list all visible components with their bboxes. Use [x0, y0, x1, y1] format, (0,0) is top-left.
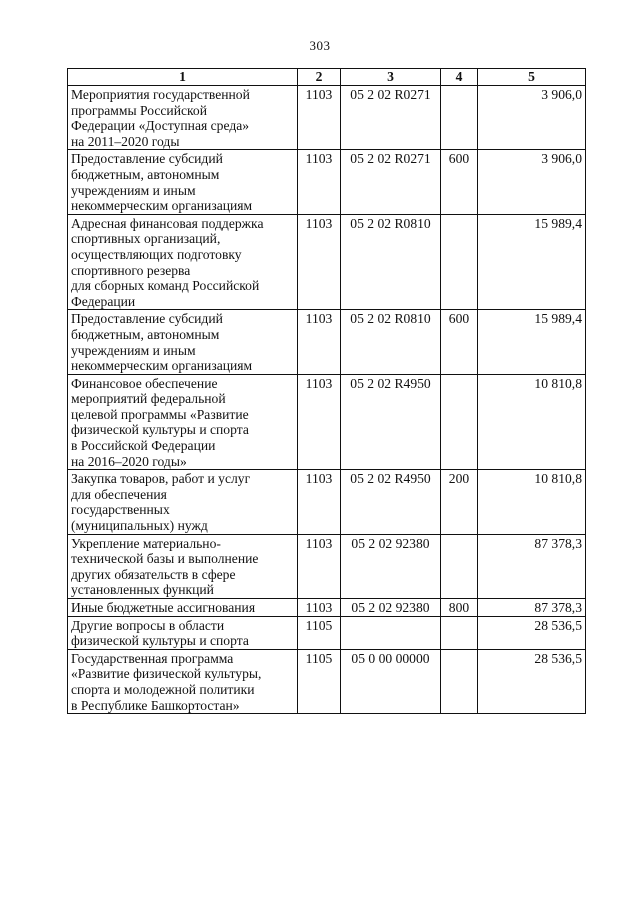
row-name-line: Предоставление субсидий	[71, 311, 223, 327]
row-name-line: бюджетным, автономным	[71, 326, 220, 342]
row-section-cell: 1103	[298, 599, 341, 617]
row-name-line: установленных функций	[71, 582, 214, 598]
row-name-line: для сборных команд Российской	[71, 278, 260, 294]
row-name-line: других обязательств в сфере	[71, 566, 236, 582]
row-name-line: в Российской Федерации	[71, 438, 216, 454]
row-target-cell: 05 0 00 00000	[341, 649, 441, 713]
row-name-line: Адресная финансовая поддержка	[71, 215, 264, 231]
row-type-cell	[441, 649, 478, 713]
row-name-line: для обеспечения	[71, 486, 167, 502]
row-amount-cell: 3 906,0	[478, 86, 586, 150]
row-amount-cell: 10 810,8	[478, 470, 586, 534]
page-number: 303	[309, 38, 331, 53]
row-name-line: некоммерческим организациям	[71, 358, 253, 374]
row-name-cell	[68, 616, 298, 649]
row-name-line: Другие вопросы в области	[71, 617, 225, 633]
row-target-cell: 05 2 02 92380	[341, 534, 441, 598]
row-name-line: осуществляющих подготовку	[71, 246, 242, 262]
row-name-line: технической базы и выполнение	[71, 551, 259, 567]
row-name-cell	[68, 599, 298, 617]
row-section-cell: 1103	[298, 470, 341, 534]
row-section-cell: 1105	[298, 616, 341, 649]
row-name-line: Предоставление субсидий	[71, 151, 223, 167]
row-target-cell: 05 2 02 R0271	[341, 86, 441, 150]
row-name-line: на 2016–2020 годы»	[71, 453, 187, 469]
row-name-line: целевой программы «Развитие	[71, 406, 249, 422]
row-type-cell	[441, 86, 478, 150]
table-body	[68, 86, 586, 714]
header-col-target: 3	[341, 69, 441, 86]
row-name-line: учреждениям и иным	[71, 182, 196, 198]
row-name-line: бюджетным, автономным	[71, 166, 220, 182]
table-row	[68, 616, 586, 649]
row-target-cell: 05 2 02 R4950	[341, 374, 441, 470]
row-name-cell	[68, 150, 298, 214]
row-section-cell: 1103	[298, 214, 341, 310]
row-amount-cell: 15 989,4	[478, 310, 586, 374]
row-name-line: мероприятий федеральной	[71, 391, 226, 407]
row-name-line: спортивных организаций,	[71, 231, 221, 247]
table-header	[68, 69, 586, 86]
row-type-cell	[441, 214, 478, 310]
header-col-name: 1	[68, 69, 298, 86]
row-section-cell: 1103	[298, 86, 341, 150]
row-name-line: на 2011–2020 годы	[71, 133, 180, 149]
row-section-cell: 1105	[298, 649, 341, 713]
table-row	[68, 374, 586, 470]
row-section-cell: 1103	[298, 150, 341, 214]
table-row	[68, 310, 586, 374]
row-name-line: (муниципальных) нужд	[71, 518, 208, 534]
table-row	[68, 534, 586, 598]
row-section-cell: 1103	[298, 534, 341, 598]
row-type-cell: 200	[441, 470, 478, 534]
row-type-cell	[441, 534, 478, 598]
row-name-cell	[68, 374, 298, 470]
row-name-cell	[68, 86, 298, 150]
row-target-cell: 05 2 02 R0810	[341, 214, 441, 310]
row-name-line: Закупка товаров, работ и услуг	[71, 471, 251, 487]
row-name-cell	[68, 470, 298, 534]
row-name-line: программы Российской	[71, 102, 208, 118]
row-amount-cell: 15 989,4	[478, 214, 586, 310]
row-target-cell	[341, 616, 441, 649]
row-name-line: Финансовое обеспечение	[71, 375, 218, 391]
row-name-line: спорта и молодежной политики	[71, 681, 255, 697]
row-target-cell: 05 2 02 R0810	[341, 310, 441, 374]
header-col-type: 4	[441, 69, 478, 86]
row-name-line: Иные бюджетные ассигнования	[71, 600, 256, 615]
row-amount-cell: 28 536,5	[478, 649, 586, 713]
row-target-cell: 05 2 02 92380	[341, 599, 441, 617]
table-row	[68, 599, 586, 617]
row-name-line: государственных	[71, 502, 170, 518]
table-row	[68, 649, 586, 713]
table-row	[68, 470, 586, 534]
row-name-cell	[68, 214, 298, 310]
row-type-cell: 800	[441, 599, 478, 617]
row-section-cell: 1103	[298, 310, 341, 374]
table-row	[68, 150, 586, 214]
row-name-line: «Развитие физической культуры,	[71, 666, 262, 682]
row-name-cell	[68, 534, 298, 598]
row-name-line: Государственная программа	[71, 650, 234, 666]
row-name-cell	[68, 649, 298, 713]
header-row	[68, 69, 586, 86]
row-type-cell: 600	[441, 150, 478, 214]
header-col-section: 2	[298, 69, 341, 86]
row-name-line: учреждениям и иным	[71, 342, 196, 358]
row-name-line: Федерации	[71, 293, 136, 309]
row-type-cell: 600	[441, 310, 478, 374]
row-target-cell: 05 2 02 R4950	[341, 470, 441, 534]
row-amount-cell: 28 536,5	[478, 616, 586, 649]
row-amount-cell: 10 810,8	[478, 374, 586, 470]
row-name-line: Мероприятия государственной	[71, 87, 250, 102]
row-name-cell	[68, 310, 298, 374]
row-name-line: Укрепление материально-	[71, 535, 221, 551]
row-name-line: физической культуры и спорта	[71, 422, 249, 438]
row-amount-cell: 87 378,3	[478, 599, 586, 617]
table-row	[68, 86, 586, 150]
row-section-cell: 1103	[298, 374, 341, 470]
row-name-line: в Республике Башкортостан»	[71, 697, 240, 713]
row-amount-cell: 3 906,0	[478, 150, 586, 214]
row-name-line: некоммерческим организациям	[71, 198, 253, 214]
budget-table	[67, 68, 586, 714]
row-type-cell	[441, 616, 478, 649]
row-name-line: Федерации «Доступная среда»	[71, 118, 250, 134]
row-target-cell: 05 2 02 R0271	[341, 150, 441, 214]
row-amount-cell: 87 378,3	[478, 534, 586, 598]
row-type-cell	[441, 374, 478, 470]
row-name-line: спортивного резерва	[71, 262, 191, 278]
table-row	[68, 214, 586, 310]
header-col-amount: 5	[478, 69, 586, 86]
row-name-line: физической культуры и спорта	[71, 633, 249, 649]
